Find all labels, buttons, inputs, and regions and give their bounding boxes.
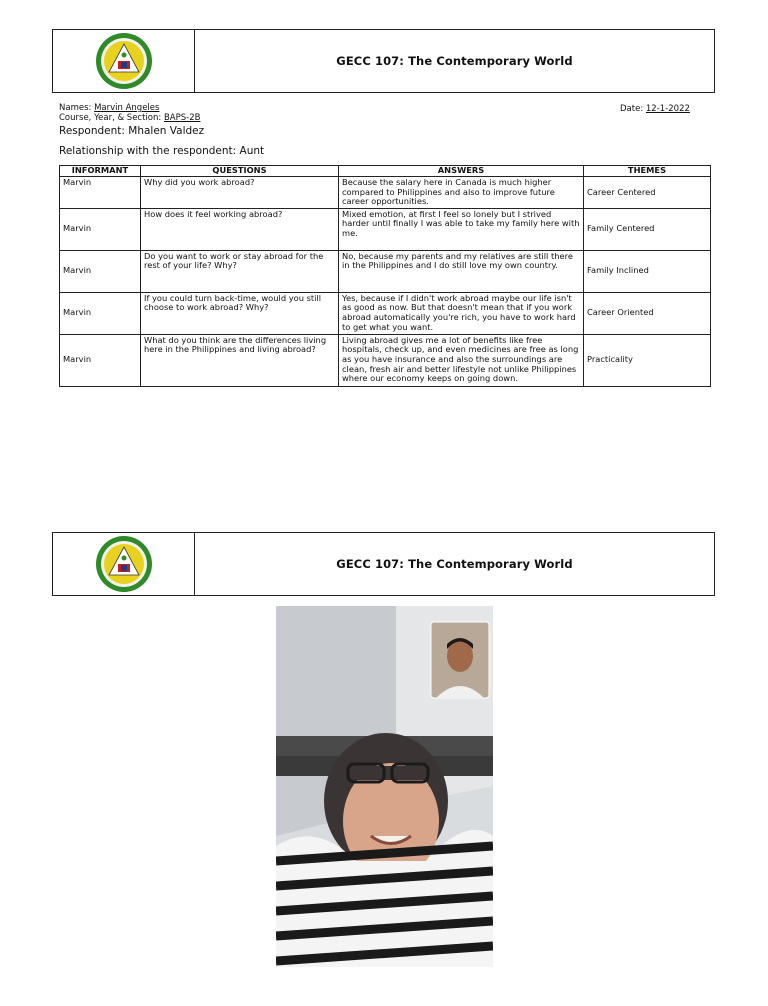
header-informant: INFORMANT <box>60 166 141 177</box>
logo-cell <box>53 30 195 92</box>
table-row <box>60 177 711 209</box>
logo-cell <box>53 533 195 595</box>
video-call-photo <box>276 606 493 967</box>
names-line <box>59 104 159 113</box>
date-value: 12-1-2022 <box>645 104 690 114</box>
document-header <box>52 29 715 93</box>
table-row <box>60 250 711 292</box>
table-row <box>60 208 711 250</box>
school-seal-icon <box>94 31 154 91</box>
course-line <box>59 114 200 123</box>
names-label: Names: <box>59 103 95 113</box>
theme-cell: Career Centered <box>584 177 711 209</box>
relationship: Relationship with the respondent: Aunt <box>59 145 265 157</box>
informant-cell: Marvin <box>60 250 141 292</box>
date-label: Date: <box>620 104 646 114</box>
answer-cell: No, because my parents and my relatives are still there in the Philippines and I do still love my own country. <box>339 250 584 292</box>
informant-cell: Marvin <box>60 177 141 209</box>
informant-cell: Marvin <box>60 292 141 334</box>
course-value: BAPS-2B <box>163 113 201 123</box>
question-cell: What do you think are the differences living here in the Philippines and living abroad? <box>141 334 339 386</box>
answer-cell: Living abroad gives me a lot of benefits like free hospitals, check up, and even medicines are free as long as you have insurance and also the surroundings are clean, fresh air and better lifestyle not unlike Philippines where our economy keeps on going down. <box>339 334 584 386</box>
theme-cell: Career Oriented <box>584 292 711 334</box>
video-call-image <box>276 606 493 967</box>
course-title: GECC 107: The Contemporary World <box>336 557 573 571</box>
header-themes: THEMES <box>584 166 711 177</box>
header-answers: ANSWERS <box>339 166 584 177</box>
table-header-row <box>60 166 711 177</box>
question-cell: How does it feel working abroad? <box>141 208 339 250</box>
question-cell: Why did you work abroad? <box>141 177 339 209</box>
informant-cell: Marvin <box>60 334 141 386</box>
course-label: Course, Year, & Section: <box>59 113 164 123</box>
answer-cell: Yes, because if I didn't work abroad maybe our life isn't as good as now. But that doesn't mean that if you work abroad automatically you're rich, you have to work hard to get what you want. <box>339 292 584 334</box>
interview-table <box>59 165 711 387</box>
table-row <box>60 334 711 386</box>
header-questions: QUESTIONS <box>141 166 339 177</box>
question-cell: If you could turn back-time, would you still choose to work abroad? Why? <box>141 292 339 334</box>
names-value: Marvin Angeles <box>94 103 160 113</box>
respondent: Respondent: Mhalen Valdez <box>59 125 205 137</box>
informant-cell: Marvin <box>60 208 141 250</box>
question-cell: Do you want to work or stay abroad for the rest of your life? Why? <box>141 250 339 292</box>
answer-cell: Mixed emotion, at first I feel so lonely but I strived harder until finally I was able to take my family here with me. <box>339 208 584 250</box>
theme-cell: Family Inclined <box>584 250 711 292</box>
answer-cell: Because the salary here in Canada is much higher compared to Philippines and also to improve future career opportunities. <box>339 177 584 209</box>
course-title: GECC 107: The Contemporary World <box>336 54 573 68</box>
date-line <box>620 104 690 114</box>
theme-cell: Practicality <box>584 334 711 386</box>
theme-cell: Family Centered <box>584 208 711 250</box>
school-seal-icon <box>94 534 154 594</box>
table-row <box>60 292 711 334</box>
document-header-page2 <box>52 532 715 596</box>
